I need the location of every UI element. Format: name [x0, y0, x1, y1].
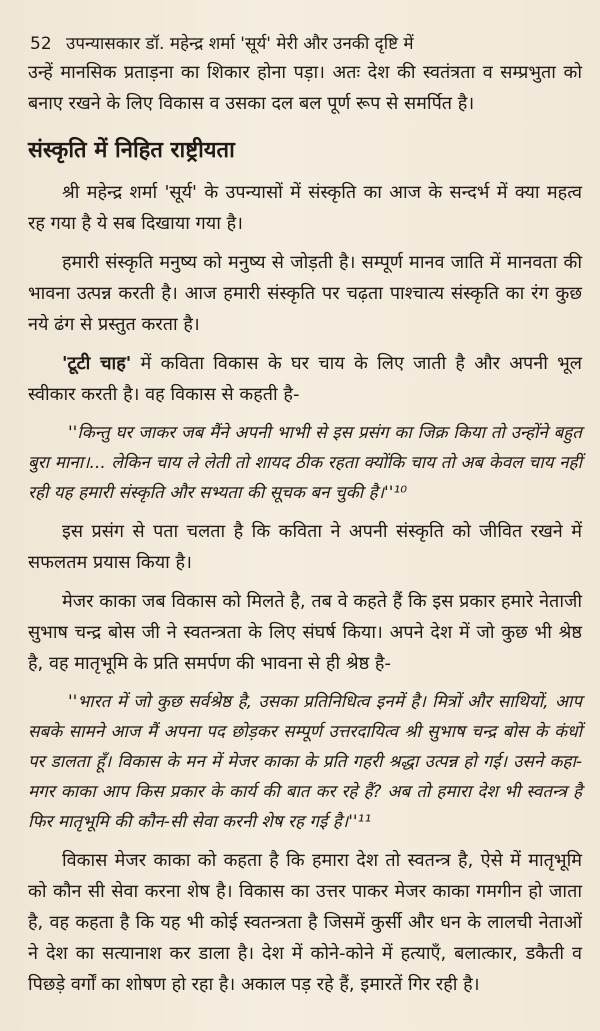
paragraph-5: मेजर काका जब विकास को मिलते है, तब वे कहते हैं कि इस प्रकार हमारे नेताजी सुभाष चन्द्र बोस जी ने स्वतन्त्रता के लिए संघर्ष किया। अपने देश में जो कुछ भी श्रेष्ठ है, वह मातृभूमि के प्रति समर्पण की भावना से ही श्रेष्ठ है- — [28, 591, 582, 674]
quote-2: ''भारत में जो कुछ सर्वश्रेष्ठ है, उसका प्रतिनिधित्व इनमें है। मित्रों और साथियों, आप सबके सामने आज मैं अपना पद छोड़कर सम्पूर्ण उत्तरदायित्व श्री सुभाष चन्द्र बोस के कंधों पर डालता हूँ। विकास के मन में मेजर काका के प्रति गहरी श्रद्धा उत्पन्न हो गई। उसने कहा- मगर काका आप किस प्रकार के कार्य की बात कर रहे हैं? अब तो हमारा देश भी स्वतन्त्र है फिर मातृभूमि की कौन-सी सेवा करनी शेष रह गई है।''¹¹ — [28, 692, 582, 832]
running-head: उपन्यासकार डॉ. महेन्द्र शर्मा 'सूर्य' मेरी और उनकी दृष्टि में — [66, 34, 414, 54]
paragraph-3-text: में कविता विकास के घर चाय के लिए जाती है और अपनी भूल स्वीकार करती है। वह विकास से कहती है- — [28, 353, 582, 405]
paragraph-6: विकास मेजर काका को कहता है कि हमारा देश तो स्वतन्त्र है, ऐसे में मातृभूमि को कौन सी सेवा करना शेष है। विकास का उत्तर पाकर मेजर काका गमगीन हो जाता है, वह कहता है कि यह भी कोई स्वतन्त्रता है जिसमें कुर्सी और धन के लालची नेताओं ने देश का सत्यानाश कर डाला है। देश में कोने-कोने में हत्याएँ, बलात्कार, डकैती व पिछड़े वर्गों का शोषण हो रहा है। अकाल पड़ रहे हैं, इमारतें गिर रही है। — [28, 850, 582, 995]
paragraph-3-title: 'टूटी चाह' — [62, 353, 132, 374]
paragraph-4: इस प्रसंग से पता चलता है कि कविता ने अपनी संस्कृति को जीवित रखने में सफलतम प्रयास किया है। — [28, 521, 582, 573]
paragraph-3 — [16, 348, 582, 410]
section-title: संस्कृति में निहित राष्ट्रीयता — [28, 138, 235, 163]
page-number: 52 — [30, 34, 52, 54]
page-header — [16, 32, 582, 57]
paragraph-2: हमारी संस्कृति मनुष्य को मनुष्य से जोड़ती है। सम्पूर्ण मानव जाति में मानवता की भावना उत्पन्न करती है। आज हमारी संस्कृति पर चढ़ता पाश्चात्य संस्कृति का रंग कुछ नये ढंग से प्रस्तुत करता है। — [28, 252, 582, 335]
paragraph-1: श्री महेन्द्र शर्मा 'सूर्य' के उपन्यासों में संस्कृति का आज के सन्दर्भ में क्या महत्व रह गया है ये सब दिखाया गया है। — [28, 182, 582, 234]
quote-1: ''किन्तु घर जाकर जब मैंने अपनी भाभी से इस प्रसंग का जिक्र किया तो उन्होंने बहुत बुरा माना।... लेकिन चाय ले लेती तो शायद ठीक रहता क्योंकि चाय तो अब केवल चाय नहीं रही यह हमारी संस्कृति और सभ्यता की सूचक बन चुकी है।''¹⁰ — [28, 423, 582, 503]
intro-paragraph: उन्हें मानसिक प्रताड़ना का शिकार होना पड़ा। अतः देश की स्वतंत्रता व सम्प्रभुता को बनाए रखने के लिए विकास व उसका दल बल पूर्ण रूप से समर्पित है। — [28, 62, 582, 114]
